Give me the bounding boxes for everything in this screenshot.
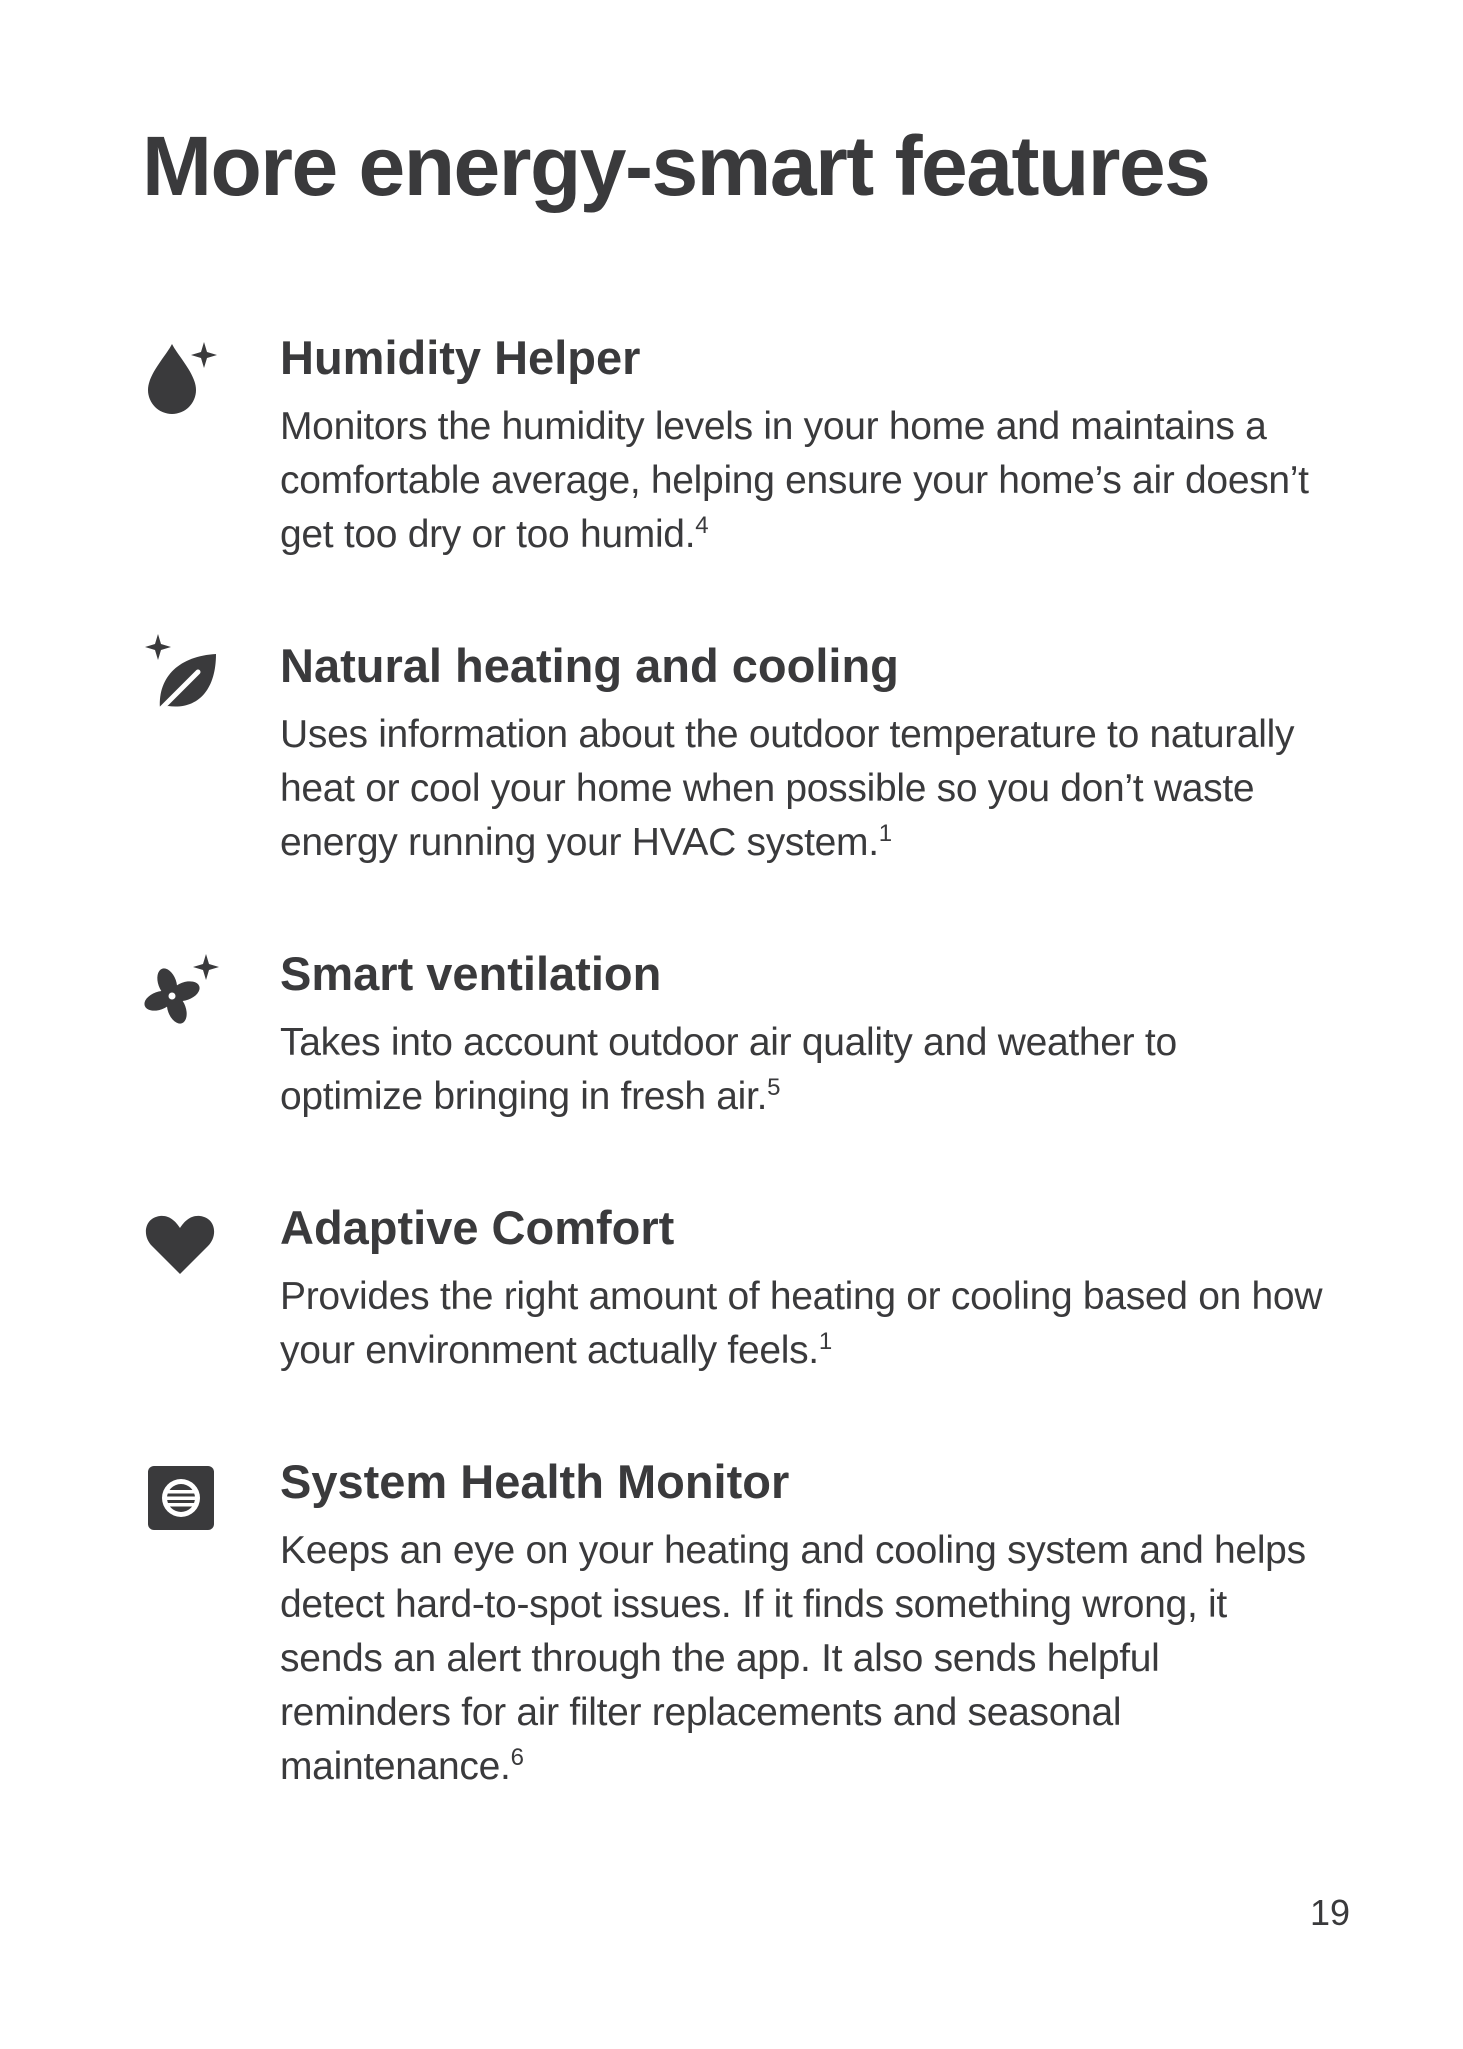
feature-title: Adaptive Comfort bbox=[280, 1201, 675, 1254]
footnote-marker: 1 bbox=[818, 1328, 832, 1355]
feature-title: Natural heating and cooling bbox=[280, 639, 899, 692]
footnote-marker: 5 bbox=[767, 1074, 781, 1101]
page-title: More energy-smart features bbox=[142, 119, 1210, 213]
page-number: 19 bbox=[1309, 1892, 1350, 1933]
heart-icon bbox=[140, 1200, 224, 1284]
feature-description: Takes into account outdoor air quality and weather to optimize bringing in fresh air.$^5$ bbox=[280, 1021, 1177, 1118]
footnote-marker: 1 bbox=[878, 820, 892, 847]
feature-title: Humidity Helper bbox=[280, 331, 641, 384]
feature-description: Keeps an eye on your heating and cooling system and helps detect hard-to-spot issues. If it finds something wrong, it sends an alert through the app. It also sends helpful reminders for air filter replacements and seasonal maintenance.$^6$ bbox=[280, 1529, 1306, 1788]
footnote-marker: 6 bbox=[510, 1744, 524, 1771]
leaf-sparkle-icon bbox=[140, 630, 224, 714]
humidity-sparkle-icon bbox=[140, 332, 224, 416]
feature-description: Monitors the humidity levels in your home and maintains a comfortable average, helping ensure your home’s air doesn’t get too dry or too humid.$^4$ bbox=[280, 405, 1309, 556]
footnote-marker: 4 bbox=[695, 512, 709, 539]
feature-title: Smart ventilation bbox=[280, 947, 662, 1000]
feature-title: System Health Monitor bbox=[280, 1455, 790, 1508]
fan-sparkle-icon bbox=[140, 946, 224, 1030]
feature-description: Provides the right amount of heating or cooling based on how your environment actually feels.$^1$ bbox=[280, 1275, 1323, 1372]
hvac-filter-icon bbox=[140, 1454, 224, 1538]
feature-description: Uses information about the outdoor temperature to naturally heat or cool your home when possible so you don’t waste energy running your HVAC system.$^1$ bbox=[280, 713, 1295, 864]
